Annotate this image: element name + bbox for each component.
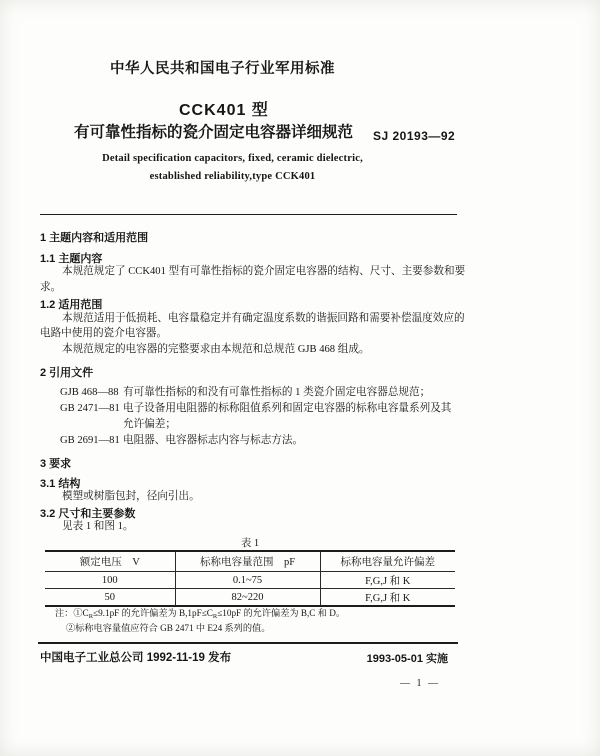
document-title-chinese: 有可靠性指标的瓷介固定电容器详细规范	[74, 124, 354, 141]
note-text: ≤10pF 的允许偏差为 B,C 和 D。	[217, 608, 346, 618]
reference-description-continued: 允许偏差；	[123, 419, 176, 430]
section-3-heading: 3 要求	[40, 458, 72, 470]
document-title-model: CCK401 型	[179, 102, 269, 119]
section-3-1-heading: 3.1 结构	[40, 478, 81, 490]
section-1-heading: 1 主题内容和适用范围	[40, 232, 149, 244]
standard-number: SJ 20193—92	[373, 129, 456, 143]
section-2-heading: 2 引用文件	[40, 367, 94, 379]
table-header-row	[45, 551, 455, 572]
header-divider-rule	[40, 214, 457, 215]
reference-code: GB 2691—81	[60, 435, 120, 446]
note-text: 注：①C	[55, 608, 89, 618]
section-3-2-heading: 3.2 尺寸和主要参数	[40, 508, 136, 520]
section-3-1-body: 模塑或树脂包封，径向引出。	[62, 491, 200, 502]
footer-implementation-date: 1993-05-01 实施	[366, 653, 448, 665]
document-title-english-line2: established reliability,type CCK401	[149, 171, 316, 182]
table-1	[45, 550, 455, 607]
section-1-2-paragraph-line2: 电路中使用的瓷介电容器。	[40, 328, 168, 339]
col-header-rated-voltage: 额定电压 V	[45, 551, 175, 572]
reference-code: GB 2471—81	[60, 403, 120, 414]
footer-issuer-and-issue-date: 中国电子工业总公司 1992-11-19 发布	[40, 652, 232, 664]
section-1-1-paragraph-line2: 求。	[40, 282, 62, 293]
standard-category-header: 中华人民共和国电子行业军用标准	[110, 61, 335, 77]
table-row	[45, 572, 455, 589]
cell-voltage: 50	[104, 591, 115, 603]
page-number: — 1 —	[400, 678, 440, 689]
table-note-1	[55, 605, 345, 620]
cell-range: 0.1~75	[175, 572, 320, 589]
col-header-tolerance: 标称电容量允许偏差	[320, 551, 455, 572]
col-header-capacitance-range: 标称电容量范围 pF	[175, 551, 320, 572]
note-text: ≤9.1pF 的允许偏差为 B,1pF≤C	[93, 608, 213, 618]
cell-range: 82~220	[175, 589, 320, 607]
footer-divider-rule	[38, 642, 458, 644]
table-note-2: ②标称电容量值应符合 GB 2471 中 E24 系列的值。	[66, 623, 271, 633]
reference-description: 电阻器、电容器标志内容与标志方法。	[123, 435, 304, 446]
reference-code: GJB 468—88	[60, 387, 119, 398]
subscript-r: R	[88, 613, 94, 620]
reference-description: 有可靠性指标的和没有可靠性指标的 1 类瓷介固定电容器总规范；	[123, 387, 431, 398]
document-title-english-line1: Detail specification capacitors, fixed, ceramic dielectric,	[102, 153, 363, 164]
section-1-1-heading: 1.1 主题内容	[40, 253, 103, 265]
table-1-caption: 表 1	[240, 538, 260, 549]
section-3-2-body: 见表 1 和图 1。	[62, 521, 134, 532]
cell-tolerance: F,G,J 和 K	[320, 572, 455, 589]
cell-tolerance: F,G,J 和 K	[320, 589, 455, 607]
cell-voltage: 100	[45, 572, 175, 589]
section-1-1-paragraph-line1: 本规范规定了 CCK401 型有可靠性指标的瓷介固定电容器的结构、尺寸、主要参数和要	[62, 266, 466, 277]
section-1-2-heading: 1.2 适用范围	[40, 299, 103, 311]
reference-description: 电子设备用电阻器的标称阻值系列和固定电容器的标称电容量系列及其	[123, 403, 452, 414]
subscript-r: R	[212, 613, 218, 620]
table-row	[45, 589, 455, 607]
section-1-2-paragraph-line1: 本规范适用于低损耗、电容量稳定并有确定温度系数的谐振回路和需要补偿温度效应的	[62, 313, 465, 324]
section-1-2-paragraph-line3: 本规范规定的电容器的完整要求由本规范和总规范 GJB 468 组成。	[62, 344, 370, 355]
